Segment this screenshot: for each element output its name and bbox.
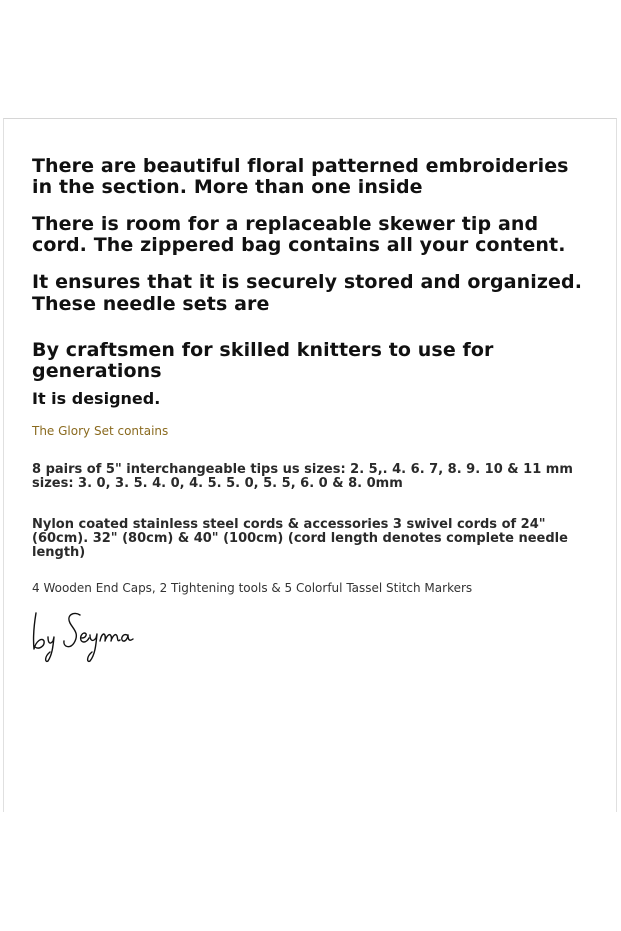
paragraph-designed: It is designed. (32, 389, 161, 408)
paragraph-embroideries: There are beautiful floral patterned embroideries in the section. More than one inside (32, 155, 569, 198)
glory-set-heading: The Glory Set contains (32, 424, 169, 438)
extras-description: 4 Wooden End Caps, 2 Tightening tools & 5 Colorful Tassel Stitch Markers (32, 581, 473, 595)
signature-logo (30, 605, 150, 665)
paragraph-secure-line1: It ensures that it is securely stored and organized. (32, 271, 583, 293)
paragraph-craftsmen: By craftsmen for skilled knitters to use for generations (32, 339, 494, 382)
paragraph-secure-line2: These needle sets are (32, 293, 270, 315)
tips-description: 8 pairs of 5" interchangeable tips us sizes: 2. 5,. 4. 6. 7, 8. 9. 10 & 11 mm sizes: 3. 0, 3. 5. 4. 0, 4. 5. 5. 0, 5. 5, 6. 0 & 8. 0mm (32, 462, 573, 491)
paragraph-room: There is room for a replaceable skewer tip and cord. The zippered bag contains all your content. (32, 213, 566, 256)
cords-description: Nylon coated stainless steel cords & accessories 3 swivel cords of 24" (60cm). 32" (80cm) & 40" (100cm) (cord length denotes complete needle length) (32, 517, 568, 560)
